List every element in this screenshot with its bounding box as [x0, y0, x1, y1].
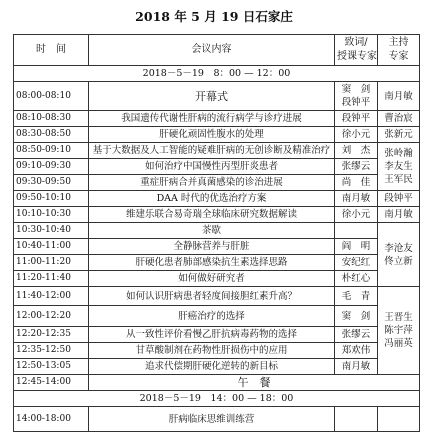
row-time: 11:40-12:00 — [14, 287, 89, 306]
session-row — [14, 391, 420, 407]
table-row — [14, 255, 420, 271]
row-chair: 南月敏 — [378, 207, 420, 223]
row-chair: 曹治宸 — [378, 111, 420, 127]
row-topic: 从一致性评价看慢乙肝抗病毒药物的选择 — [89, 327, 335, 343]
table-row — [14, 239, 420, 255]
row-speaker: 安纪红 — [335, 255, 378, 271]
row-topic: 如何做好研究者 — [89, 271, 335, 287]
row-topic: 肝癌治疗的选择 — [89, 306, 335, 327]
header-content: 会议内容 — [89, 35, 335, 66]
session-pm: 2018－5－19 14：00 — 18：00 — [14, 391, 420, 407]
row-topic: 维建乐联合易奇瑞全球临床研究数据解读 — [89, 207, 335, 223]
table-row — [14, 143, 420, 159]
row-speaker: 阎 明 — [335, 239, 378, 255]
row-time: 10:40-11:00 — [14, 239, 89, 255]
row-topic: 基于大数据及人工智能的疑难肝病的无创诊断及精准治疗 — [89, 143, 335, 159]
row-time: 14:00-18:00 — [14, 407, 89, 432]
row-time: 08:10-08:30 — [14, 111, 89, 127]
row-speaker: 窦 剑 — [335, 306, 378, 327]
row-speaker: 南月敏 — [335, 359, 378, 375]
row-time: 09:10-09:30 — [14, 159, 89, 175]
table-row — [14, 223, 420, 239]
table-row — [14, 407, 420, 432]
chair-name: 冯丽英 — [384, 338, 413, 349]
row-speaker: 张缪云 — [335, 159, 378, 175]
row-speaker: 徐小元 — [335, 207, 378, 223]
row-chair: 张新元 — [378, 127, 420, 143]
table-row — [14, 207, 420, 223]
table-row — [14, 82, 420, 111]
row-time: 11:20-11:40 — [14, 271, 89, 287]
row-time: 08:00-08:10 — [14, 82, 89, 111]
row-topic: 重症肝病合并真菌感染的诊治进展 — [89, 175, 335, 191]
row-speaker: 朴红心 — [335, 271, 378, 287]
row-time: 09:30-09:50 — [14, 175, 89, 191]
row-speaker: 段钟平 — [335, 111, 378, 127]
row-topic: 开幕式 — [89, 82, 335, 111]
row-speaker — [335, 82, 378, 111]
row-topic: 午 餐 — [89, 375, 420, 391]
header-speaker-line1: 致词/ — [344, 37, 368, 48]
table-row — [14, 375, 420, 391]
row-topic: 如何认识肝病患者轻度间接胆红素升高？ — [89, 287, 335, 306]
table-row — [14, 343, 420, 359]
row-speaker: 刘 杰 — [335, 143, 378, 159]
chair-name: 佟立新 — [384, 255, 413, 267]
row-topic: 甘草酸制剂在药物性肝损伤中的应用 — [89, 343, 335, 359]
page-title: 2018 年 5 月 19 日石家庄 — [135, 9, 293, 24]
row-topic: 全静脉营养与肝脏 — [89, 239, 335, 255]
row-chair-group — [378, 223, 420, 287]
table-row — [14, 359, 420, 375]
row-chair — [378, 407, 420, 432]
row-speaker: 郑欢伟 — [335, 343, 378, 359]
header-time: 时 间 — [14, 35, 89, 66]
header-speaker — [335, 35, 378, 66]
row-time: 10:10-10:30 — [14, 207, 89, 223]
row-time: 10:30-10:40 — [14, 223, 89, 239]
row-chair-group — [378, 287, 420, 375]
table-row — [14, 175, 420, 191]
row-chair: 段钟平 — [378, 191, 420, 207]
row-speaker: 尚 佳 — [335, 175, 378, 191]
table-row — [14, 327, 420, 343]
row-time: 09:50-10:10 — [14, 191, 89, 207]
table-row — [14, 111, 420, 127]
session-row — [14, 66, 420, 82]
row-speaker-b: 段钟平 — [341, 97, 371, 108]
row-speaker: 南月敏 — [335, 191, 378, 207]
chair-name: 陈宇萍 — [384, 325, 413, 336]
row-time: 12:45-14:00 — [14, 375, 89, 391]
row-topic: 追求代偿期肝硬化逆转的新目标 — [89, 359, 335, 375]
row-time: 12:00-12:20 — [14, 306, 89, 327]
row-chair-group — [378, 143, 420, 191]
session-am: 2018－5－19 8：00 — 12：00 — [14, 66, 420, 82]
chair-name: 李友生 — [384, 161, 413, 172]
row-speaker — [335, 407, 378, 432]
row-time: 08:30-08:50 — [14, 127, 89, 143]
row-topic: 肝硬化顽固性腹水的处理 — [89, 127, 335, 143]
table-row — [14, 306, 420, 327]
row-speaker — [335, 223, 378, 239]
table-row — [14, 127, 420, 143]
header-speaker-line2: 授课专家 — [337, 51, 377, 62]
row-time: 11:00-11:20 — [14, 255, 89, 271]
row-chair: 南月敏 — [378, 82, 420, 111]
table-row — [14, 191, 420, 207]
table-row — [14, 287, 420, 306]
header-row — [14, 35, 420, 66]
row-topic: 肝病临床思维训练营 — [89, 407, 335, 432]
row-topic: DAA 时代的优选治疗方案 — [89, 191, 335, 207]
row-speaker: 张缪云 — [335, 327, 378, 343]
chair-name: 王晋生 — [384, 312, 413, 323]
row-time: 12:50-13:05 — [14, 359, 89, 375]
table-row — [14, 271, 420, 287]
row-speaker: 毛 青 — [335, 287, 378, 306]
row-topic: 我国遗传代谢性肝病的流行病学与诊疗进展 — [89, 111, 335, 127]
schedule-table — [13, 34, 420, 432]
table-row — [14, 159, 420, 175]
chair-name: 李沧友 — [384, 242, 413, 254]
row-topic: 茶歇 — [89, 223, 335, 239]
row-time: 12:35-12:50 — [14, 343, 89, 359]
row-speaker: 徐小元 — [335, 127, 378, 143]
header-chair-line2: 专家 — [388, 51, 409, 62]
row-topic: 肝硬化患者肺部感染抗生素选择思路 — [89, 255, 335, 271]
row-speaker-a: 窦 剑 — [341, 84, 371, 95]
row-topic: 如何治疗中国慢性丙型肝炎患者 — [89, 159, 335, 175]
chair-name: 王军民 — [384, 174, 413, 185]
header-chair-line1: 主持 — [388, 37, 409, 48]
header-chair — [378, 35, 420, 66]
row-time: 12:20-12:35 — [14, 327, 89, 343]
chair-name: 张岭瀚 — [384, 148, 413, 159]
row-time: 08:50-09:10 — [14, 143, 89, 159]
